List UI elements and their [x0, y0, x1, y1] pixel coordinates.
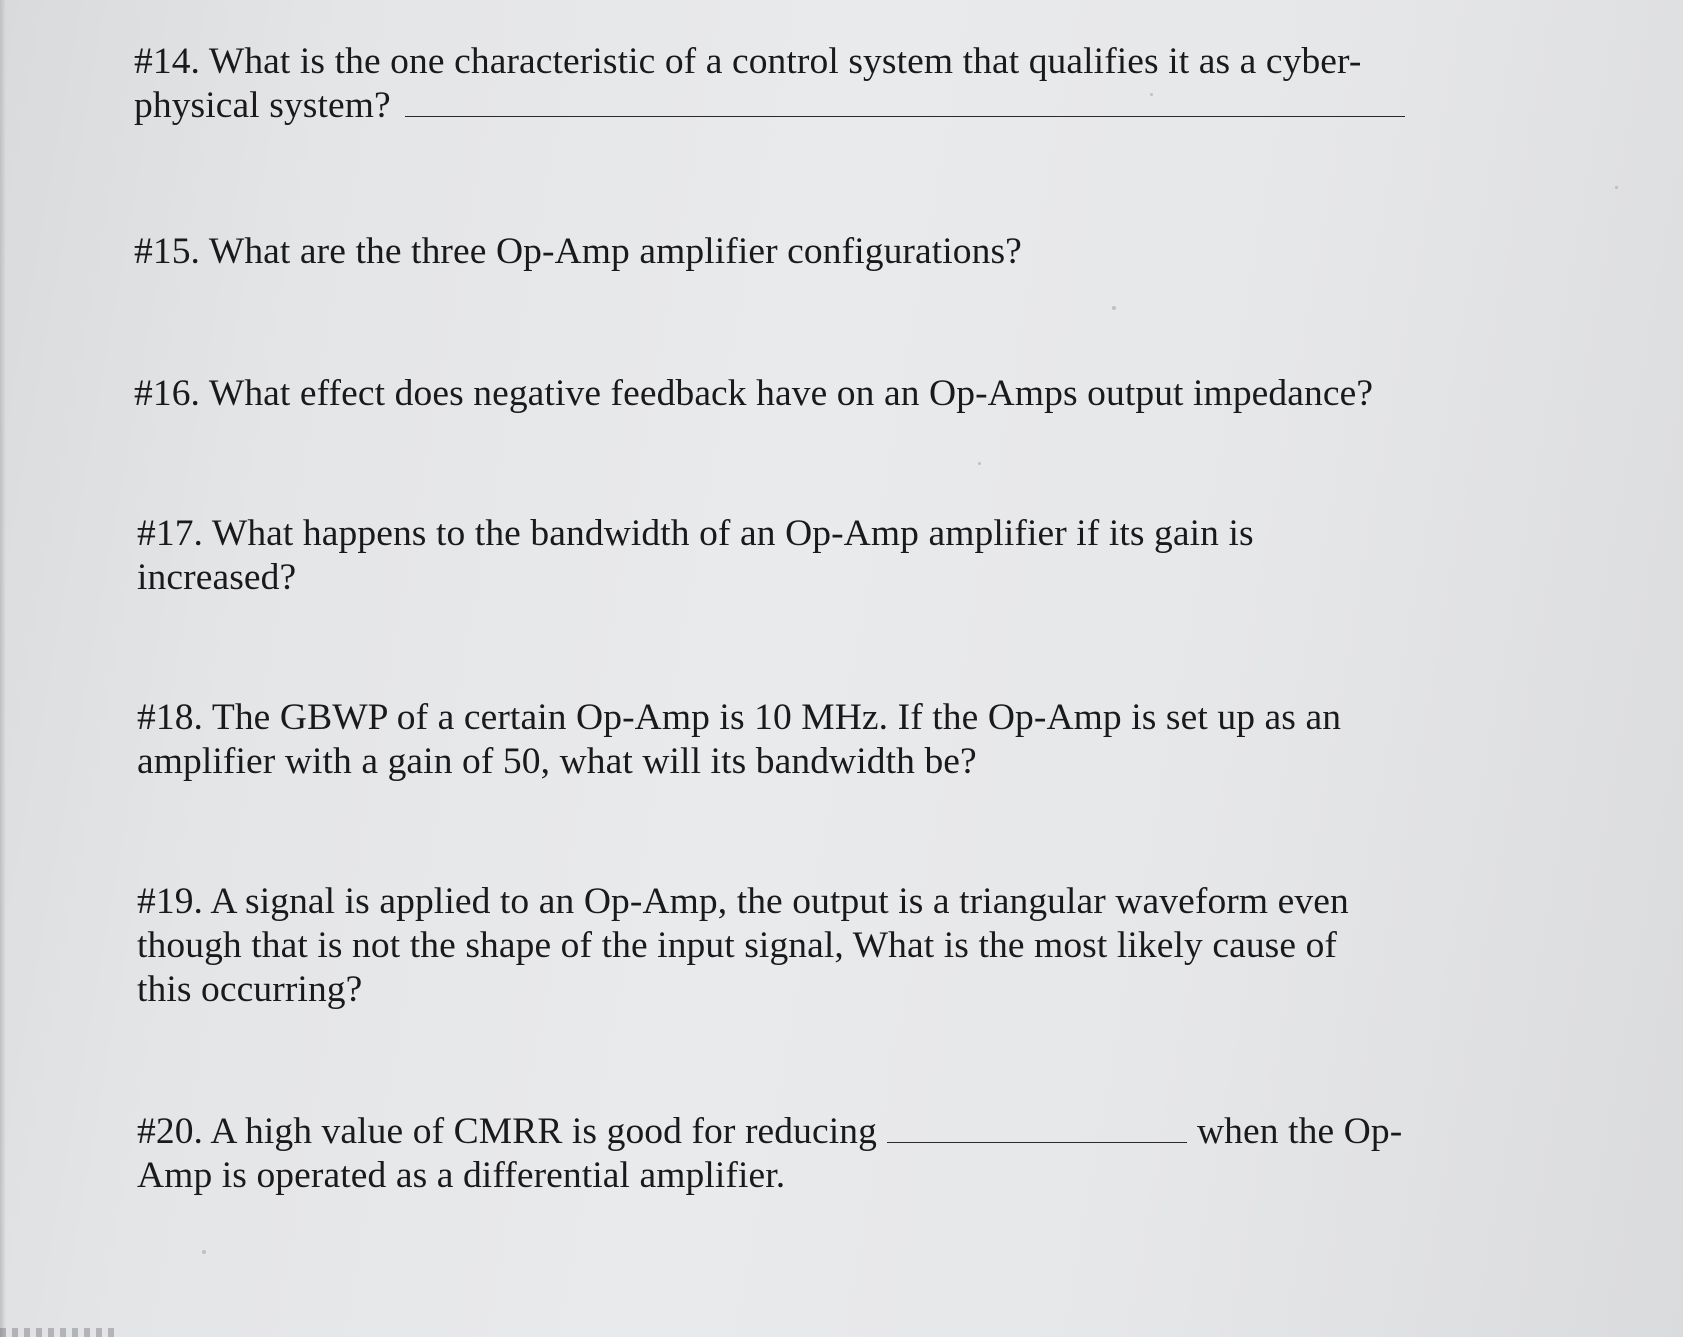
question-19-line-2: though that is not the shape of the input signal, What is the most likely cause of: [137, 925, 1338, 966]
question-15: [134, 230, 1494, 274]
question-14-line-2: [134, 84, 1494, 128]
question-14: [134, 40, 1494, 128]
question-20-line-1: [137, 1110, 1497, 1154]
question-20-text-before-blank: #20. A high value of CMRR is good for reducing: [137, 1111, 877, 1152]
question-20: [137, 1110, 1497, 1198]
paper-speck: [978, 462, 981, 465]
answer-blank-14[interactable]: [405, 115, 1405, 117]
question-20-text-after-blank: when the Op-: [1196, 1111, 1403, 1152]
question-15-line-1: #15. What are the three Op-Amp amplifier configurations?: [134, 231, 1022, 272]
paper-speck: [1150, 93, 1153, 96]
question-18: [137, 696, 1497, 784]
question-17: [137, 512, 1497, 600]
question-18-line-1: #18. The GBWP of a certain Op-Amp is 10 MHz. If the Op-Amp is set up as an: [137, 697, 1342, 738]
question-14-line-1: #14. What is the one characteristic of a control system that qualifies it as a cyber-: [134, 41, 1362, 82]
page-corner-marks: [0, 1328, 120, 1337]
question-14-line-2-text: physical system?: [134, 85, 391, 126]
question-16: [134, 372, 1494, 416]
paper-speck: [1615, 186, 1618, 189]
question-16-line-1: #16. What effect does negative feedback have on an Op-Amps output impedance?: [134, 373, 1374, 414]
paper-speck: [1112, 306, 1116, 310]
question-19-line-3: this occurring?: [137, 969, 363, 1010]
question-18-line-2: amplifier with a gain of 50, what will its bandwidth be?: [137, 741, 977, 782]
question-20-line-2: Amp is operated as a differential amplifier.: [137, 1155, 786, 1196]
question-17-line-1: #17. What happens to the bandwidth of an Op-Amp amplifier if its gain is: [137, 513, 1254, 554]
answer-blank-20[interactable]: [887, 1141, 1187, 1143]
question-19-line-1: #19. A signal is applied to an Op-Amp, the output is a triangular waveform even: [137, 881, 1349, 922]
question-19: [137, 880, 1497, 1012]
paper-speck: [202, 1250, 206, 1254]
question-17-line-2: increased?: [137, 557, 297, 598]
